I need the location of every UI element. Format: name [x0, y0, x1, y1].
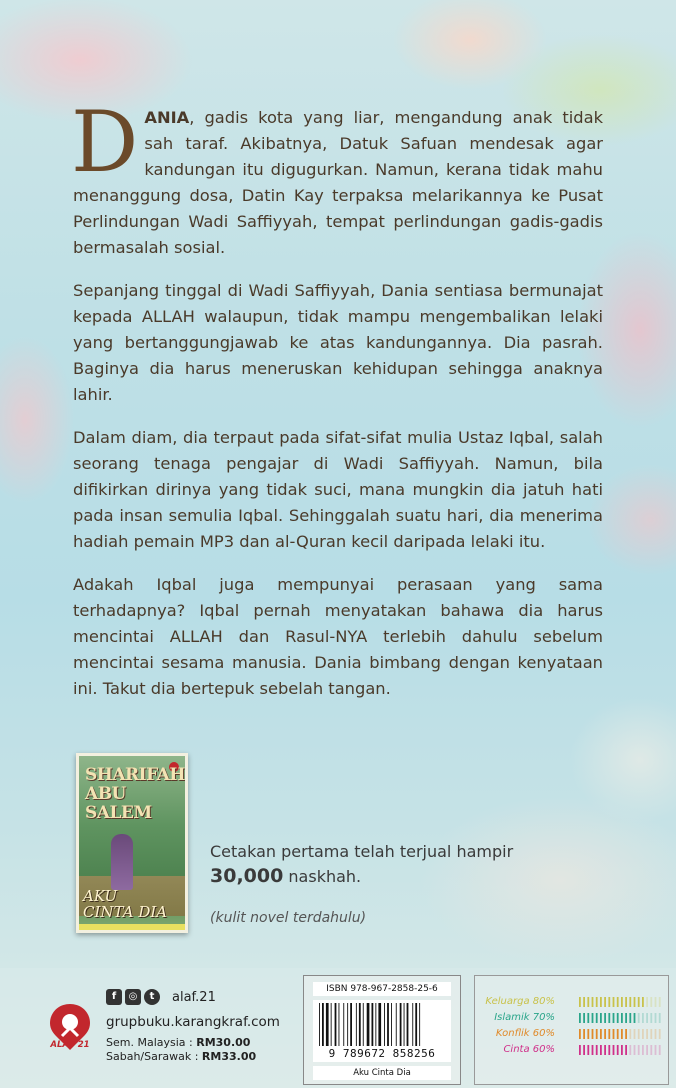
barcode-bar: [415, 1003, 417, 1047]
genre-level-tick: [621, 1013, 623, 1023]
genre-level-tick: [629, 997, 631, 1007]
isbn: ISBN 978-967-2858-25-6: [313, 982, 451, 996]
barcode-bar: [335, 1003, 337, 1047]
barcode-bar: [384, 1003, 385, 1047]
genre-level-tick: [638, 1013, 640, 1023]
genre-level-bars: [579, 1028, 664, 1040]
genre-level-tick: [583, 1029, 585, 1039]
genre-level-tick: [608, 997, 610, 1007]
twitter-icon[interactable]: t: [144, 989, 160, 1005]
genre-level-tick: [613, 1029, 615, 1039]
barcode-bar: [319, 1003, 320, 1047]
genre-level-tick: [634, 997, 636, 1007]
genre-row: [481, 995, 666, 1009]
genre-level-tick: [604, 1013, 606, 1023]
genre-level-tick: [621, 1045, 623, 1055]
drop-cap: D: [71, 93, 139, 191]
previous-cover-caption: (kulit novel terdahulu): [210, 910, 367, 926]
genre-level-tick: [621, 997, 623, 1007]
genre-level-tick: [629, 1045, 631, 1055]
genre-level-tick: [617, 1045, 619, 1055]
genre-level-tick: [587, 1013, 589, 1023]
genre-level-tick: [579, 1013, 581, 1023]
genre-level-tick: [604, 997, 606, 1007]
genre-level-tick: [604, 1045, 606, 1055]
genre-level-tick: [650, 1045, 652, 1055]
genre-level-tick: [625, 1029, 627, 1039]
genre-level-tick: [579, 1029, 581, 1039]
paragraph-1-text: , gadis kota yang liar, mengandung anak tidak sah taraf. Akibatnya, Datuk Safuan mendesak agar kandungan itu digugurkan. Namun, kerana tidak mahu menanggung dosa, Datin Kay terpaksa melarikannya ke Pusat Perlindungan Wadi Saffiyyah, tempat perlindungan gadis-gadis bermasalah sosial.: [73, 108, 603, 257]
genre-level-tick: [617, 997, 619, 1007]
sales-note: [210, 840, 513, 889]
price-sabah-sarawak: Sabah/Sarawak : RM33.00: [106, 1050, 257, 1063]
genre-level-tick: [659, 1045, 661, 1055]
genre-level-tick: [592, 1013, 594, 1023]
barcode-bar: [372, 1003, 374, 1047]
genre-level-tick: [638, 1029, 640, 1039]
barcode-bar: [356, 1003, 357, 1047]
genre-level-tick: [592, 997, 594, 1007]
barcode-bar: [407, 1003, 409, 1047]
genre-level-tick: [587, 1029, 589, 1039]
barcode-bar: [347, 1003, 348, 1047]
genre-level-tick: [646, 997, 648, 1007]
genre-level-bars: [579, 1044, 664, 1056]
genre-level-tick: [642, 1045, 644, 1055]
instagram-icon[interactable]: ◎: [125, 989, 141, 1005]
barcode-bar: [350, 1003, 352, 1047]
barcode-bar: [326, 1003, 329, 1047]
genre-level-tick: [583, 1045, 585, 1055]
genre-level-tick: [642, 997, 644, 1007]
synopsis-paragraph-3: Dalam diam, dia terpaut pada sifat-sifat mulia Ustaz Iqbal, salah seorang tenaga pengajar di Wadi Saffiyyah. Namun, bila difikirkan dirinya yang tidak suci, mana mungkin dia jatuh hati pada insan semulia Iqbal. Sehinggalah suatu hari, dia menerima hadiah pemain MP3 dan al-Quran kecil daripada lelaki itu.: [73, 428, 603, 551]
genre-level-tick: [638, 1045, 640, 1055]
genre-level-tick: [650, 1013, 652, 1023]
genre-level-tick: [642, 1029, 644, 1039]
genre-level-tick: [659, 1029, 661, 1039]
barcode-bar: [400, 1003, 402, 1047]
genre-row: [481, 1027, 666, 1041]
cover-bottom-stripe: [79, 924, 185, 930]
genre-level-tick: [617, 1029, 619, 1039]
genre-level-tick: [613, 1013, 615, 1023]
genre-level-tick: [600, 1029, 602, 1039]
genre-level-tick: [579, 1045, 581, 1055]
genre-level-tick: [659, 1013, 661, 1023]
genre-level-tick: [638, 997, 640, 1007]
genre-level-tick: [634, 1029, 636, 1039]
cover-author: SHARIFAH ABU SALEM: [85, 765, 185, 823]
sales-note-line1: Cetakan pertama telah terjual hampir: [210, 842, 514, 861]
genre-level-tick: [646, 1045, 648, 1055]
genre-level-tick: [629, 1013, 631, 1023]
barcode-bar: [343, 1003, 344, 1047]
genre-level-tick: [634, 1045, 636, 1055]
genre-level-tick: [608, 1013, 610, 1023]
genre-label: Keluarga 80%: [485, 996, 555, 1007]
sales-note-line2: [210, 864, 513, 889]
barcode-bar: [378, 1003, 381, 1047]
genre-level-tick: [655, 1045, 657, 1055]
synopsis: [71, 93, 603, 719]
barcode-digits: 9 789672 858256: [313, 1046, 451, 1062]
barcode-bar: [322, 1003, 324, 1047]
barcode-bar: [331, 1003, 332, 1047]
genre-level-tick: [613, 997, 615, 1007]
sales-number: 30,000: [210, 865, 284, 887]
publisher-website[interactable]: grupbuku.karangkraf.com: [106, 1014, 280, 1030]
genre-level-bars: [579, 996, 664, 1008]
genre-level-tick: [650, 997, 652, 1007]
genre-level-tick: [596, 1045, 598, 1055]
barcode-bar: [363, 1003, 364, 1047]
barcode-bar: [359, 1003, 361, 1047]
genre-level-bars: [579, 1012, 664, 1024]
genre-level-tick: [621, 1029, 623, 1039]
genre-level-tick: [596, 997, 598, 1007]
social-icons: [106, 989, 160, 1005]
synopsis-paragraph-1: [71, 93, 603, 261]
previous-novel-cover: [76, 753, 188, 933]
genre-level-tick: [650, 1029, 652, 1039]
cover-figure: [111, 834, 133, 890]
barcode-bar: [391, 1003, 392, 1047]
genre-level-tick: [613, 1045, 615, 1055]
genre-level-tick: [659, 997, 661, 1007]
genre-level-tick: [655, 997, 657, 1007]
genre-row: [481, 1043, 666, 1057]
lead-word: ANIA: [144, 108, 190, 127]
genre-level-tick: [646, 1013, 648, 1023]
genre-level-tick: [596, 1013, 598, 1023]
genre-level-tick: [600, 997, 602, 1007]
genre-level-tick: [583, 997, 585, 1007]
genre-level-tick: [608, 1029, 610, 1039]
genre-level-tick: [587, 997, 589, 1007]
genre-label: Islamik 70%: [494, 1012, 555, 1023]
genre-level-tick: [625, 997, 627, 1007]
genre-level-tick: [625, 1013, 627, 1023]
barcode-bar: [375, 1003, 376, 1047]
genre-level-tick: [629, 1029, 631, 1039]
barcode-bar: [419, 1003, 420, 1047]
facebook-icon[interactable]: f: [106, 989, 122, 1005]
genre-level-tick: [592, 1045, 594, 1055]
genre-level-tick: [625, 1045, 627, 1055]
barcode-bar: [367, 1003, 370, 1047]
genre-level-tick: [600, 1045, 602, 1055]
barcode-bar: [339, 1003, 340, 1047]
cover-title: AKU CINTA DIA: [83, 887, 168, 921]
genre-label: Konflik 60%: [495, 1028, 555, 1039]
genre-level-tick: [579, 997, 581, 1007]
genre-label: Cinta 60%: [503, 1044, 555, 1055]
alaf21-logo-icon: [40, 1000, 100, 1060]
genre-level-tick: [634, 1013, 636, 1023]
barcode-bar: [412, 1003, 413, 1047]
genre-level-tick: [608, 1045, 610, 1055]
price-peninsular: Sem. Malaysia : RM30.00: [106, 1036, 251, 1049]
barcode-bar: [396, 1003, 397, 1047]
genre-level-tick: [646, 1029, 648, 1039]
social-handle: alaf.21: [172, 990, 216, 1005]
synopsis-paragraph-2: Sepanjang tinggal di Wadi Saffiyyah, Dania sentiasa bermunajat kepada ALLAH walaupun, tidak mampu mengembalikan lelaki yang bertanggungjawab ke atas kandungannya. Dia pasrah. Baginya dia harus meneruskan kehidupan sehingga anaknya lahir.: [73, 281, 603, 404]
genre-level-tick: [583, 1013, 585, 1023]
sales-unit: naskhah.: [283, 867, 362, 886]
barcode-bar: [404, 1003, 405, 1047]
genre-level-tick: [587, 1045, 589, 1055]
genre-row: [481, 1011, 666, 1025]
barcode-title: Aku Cinta Dia: [313, 1066, 451, 1080]
genre-level-tick: [655, 1029, 657, 1039]
genre-level-tick: [600, 1013, 602, 1023]
genre-level-tick: [642, 1013, 644, 1023]
genre-level-tick: [596, 1029, 598, 1039]
genre-level-tick: [617, 1013, 619, 1023]
genre-level-tick: [655, 1013, 657, 1023]
synopsis-paragraph-4: Adakah Iqbal juga mempunyai perasaan yang sama terhadapnya? Iqbal pernah menyatakan bahawa dia harus mencintai ALLAH dan Rasul-NYA terlebih dahulu sebelum mencintai sesama manusia. Dania bimbang dengan kenyataan ini. Takut dia bertepuk sebelah tangan.: [73, 575, 603, 698]
alaf21-logo-label: ALAF 21: [50, 1040, 90, 1050]
genre-level-tick: [604, 1029, 606, 1039]
barcode-bar: [387, 1003, 389, 1047]
genre-level-tick: [592, 1029, 594, 1039]
